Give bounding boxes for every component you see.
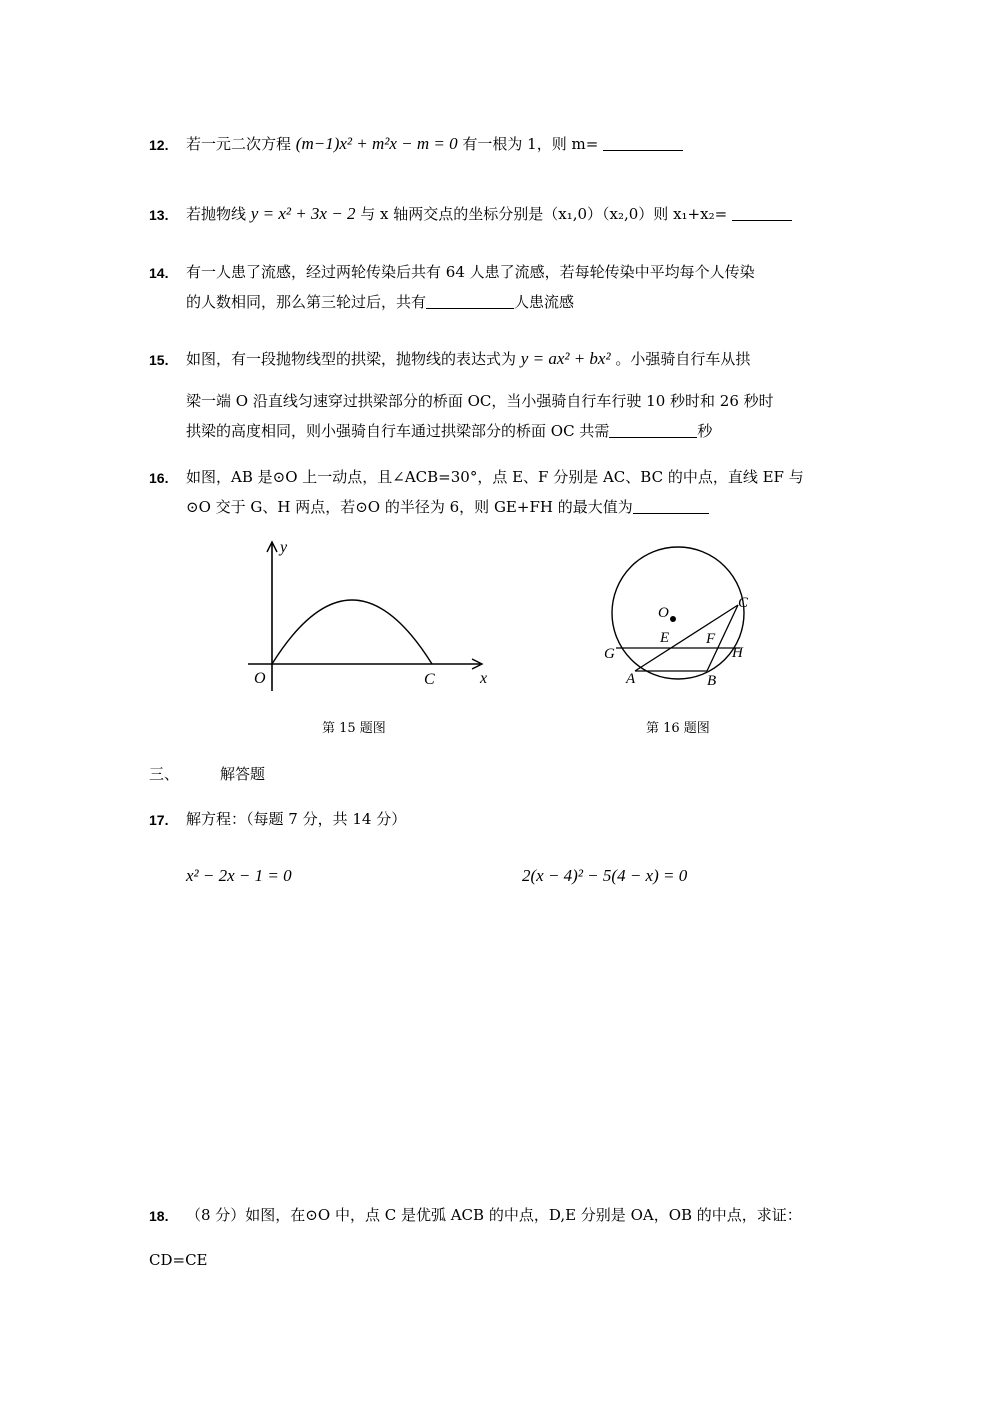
equation-1: x² − 2x − 1 = 0 [186, 866, 292, 885]
question-text: 有一根为 1，则 m= [462, 135, 599, 153]
question-text: （8 分）如图，在⊙O 中，点 C 是优弧 ACB 的中点，D,E 分别是 OA，OB 的中点，求证： [186, 1206, 802, 1224]
label-e: E [660, 630, 670, 646]
question-text: 若抛物线 [186, 205, 247, 223]
question-text: ⊙O 交于 G、H 两点，若⊙O 的半径为 6，则 GE+FH 的最大值为 [186, 498, 633, 516]
label-c: C [738, 595, 749, 611]
circle-o [612, 547, 744, 679]
figure-15-parabola [240, 536, 500, 696]
equation-2: 2(x − 4)² − 5(4 − x) = 0 [522, 866, 688, 885]
question-number: 17. [149, 812, 169, 828]
question-text: 与 x 轴两交点的坐标分别是（x₁,0）（x₂,0）则 x₁+x₂= [360, 205, 728, 223]
question-text: 有一人患了流感，经过两轮传染后共有 64 人患了流感，若每轮传染中平均每个人传染 [186, 263, 755, 281]
question-text: 如图，有一段抛物线型的拱梁，抛物线的表达式为 [186, 350, 517, 368]
label-g: G [604, 646, 615, 662]
question-text: 若一元二次方程 [186, 135, 292, 153]
label-h: H [732, 645, 743, 661]
label-b: B [707, 673, 717, 689]
section-title: 解答题 [220, 765, 266, 783]
question-text: CD=CE [149, 1251, 208, 1269]
parabola-curve [272, 600, 432, 664]
question-text: 。小强骑自行车从拱 [615, 350, 751, 368]
equation: y = x² + 3x − 2 [250, 204, 356, 223]
label-y: y [280, 539, 288, 556]
question-number: 12. [149, 137, 169, 153]
label-x: x [480, 670, 488, 687]
answer-blank[interactable] [633, 499, 709, 514]
answer-blank[interactable] [603, 136, 683, 151]
question-text: 梁一端 O 沿直线匀速穿过拱梁部分的桥面 OC，当小强骑自行车行驶 10 秒时和 26 秒时 [186, 392, 774, 410]
figure-15-caption: 第 15 题图 [322, 721, 386, 736]
question-text: 秒 [697, 422, 713, 440]
question-number: 16. [149, 470, 169, 486]
label-o: O [254, 670, 266, 687]
question-text: 解方程：（每题 7 分，共 14 分） [186, 810, 407, 828]
question-text: 人患流感 [514, 293, 575, 311]
section-number: 三、 [149, 765, 180, 783]
answer-blank[interactable] [609, 423, 697, 438]
label-c: C [424, 671, 435, 688]
question-text: 的人数相同，那么第三轮过后，共有 [186, 293, 427, 311]
question-text: 如图，AB 是⊙O 上一动点，且∠ACB=30°，点 E、F 分别是 AC、BC 的中点，直线 EF 与 [186, 468, 804, 486]
equation: (m−1)x² + m²x − m = 0 [295, 134, 458, 153]
figure-16-caption: 第 16 题图 [646, 721, 710, 736]
equation: y = ax² + bx² [520, 349, 611, 368]
question-number: 13. [149, 207, 169, 223]
label-f: F [706, 631, 716, 647]
label-o: O [658, 605, 669, 621]
question-number: 18. [149, 1208, 169, 1224]
question-text: 拱梁的高度相同，则小强骑自行车通过拱梁部分的桥面 OC 共需 [186, 422, 610, 440]
answer-blank[interactable] [426, 294, 514, 309]
figure-16-circle [600, 535, 760, 695]
question-number: 14. [149, 265, 169, 281]
label-a: A [626, 671, 636, 687]
center-point [670, 616, 676, 622]
answer-blank[interactable] [732, 206, 792, 221]
question-number: 15. [149, 352, 169, 368]
